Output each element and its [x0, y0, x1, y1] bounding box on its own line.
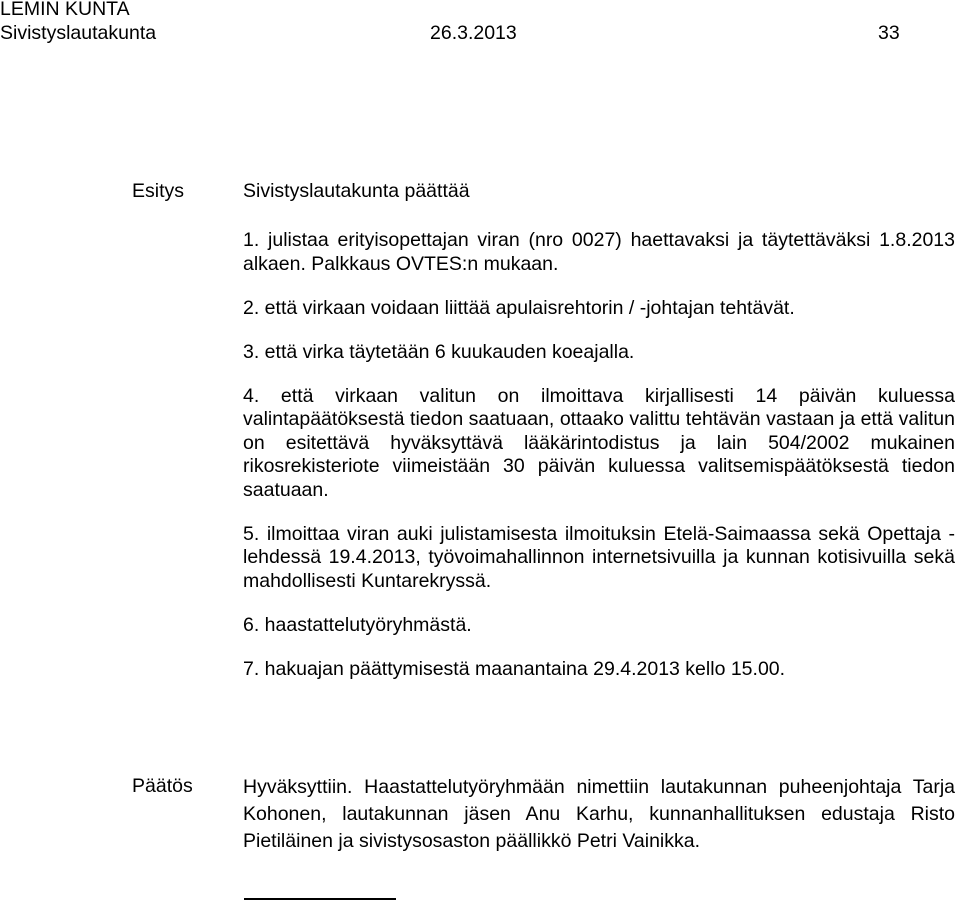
municipality-name: LEMIN KUNTA	[0, 0, 130, 20]
meeting-date: 26.3.2013	[430, 22, 517, 44]
decision-label: Päätös	[132, 775, 193, 797]
committee-name: Sivistyslautakunta	[0, 22, 157, 44]
proposal-item: 6. haastattelutyöryhmästä.	[243, 613, 472, 636]
proposal-item: 3. että virka täytetään 6 kuukauden koeajalla.	[243, 340, 635, 363]
proposal-item: 5. ilmoittaa viran auki julistamisesta ilmoituksin Etelä-Saimaassa sekä Opettaja -lehdessä 19.4.2013, työvoimahallinnon internetsivuilla ja kunnan kotisivuilla sekä mahdollisesti Kuntarekryssä.	[243, 522, 955, 592]
proposal-intro: Sivistyslautakunta päättää	[243, 180, 470, 202]
proposal-label: Esitys	[132, 180, 185, 202]
proposal-item: 2. että virkaan voidaan liittää apulaisrehtorin / -johtajan tehtävät.	[243, 296, 795, 319]
proposal-item: 1. julistaa erityisopettajan viran (nro 0027) haettavaksi ja täytettäväksi 1.8.2013 alkaen. Palkkaus OVTES:n mukaan.	[243, 229, 955, 275]
proposal-item: 4. että virkaan valitun on ilmoittava kirjallisesti 14 päivän kuluessa valintapäätöksestä tiedon saatuaan, ottaako valittu tehtävän vastaan ja että valitun on esitettävä hyväksyttävä lääkärintodistus ja lain 504/2002 mukainen rikosrekisteriote viimeistään 30 päivän kuluessa valitsemispäätöksestä tiedon saatuaan.	[243, 384, 955, 501]
page-number: 33	[878, 22, 900, 44]
divider-line	[244, 898, 396, 900]
proposal-items	[243, 229, 955, 702]
decision-text: Hyväksyttiin. Haastattelutyöryhmään nimettiin lautakunnan puheenjohtaja Tarja Kohonen, lautakunnan jäsen Anu Karhu, kunnanhallituksen edustaja Risto Pietiläinen ja sivistysosaston päällikkö Petri Vainikka.	[243, 776, 955, 852]
proposal-item: 7. hakuajan päättymisestä maanantaina 29.4.2013 kello 15.00.	[243, 657, 786, 680]
